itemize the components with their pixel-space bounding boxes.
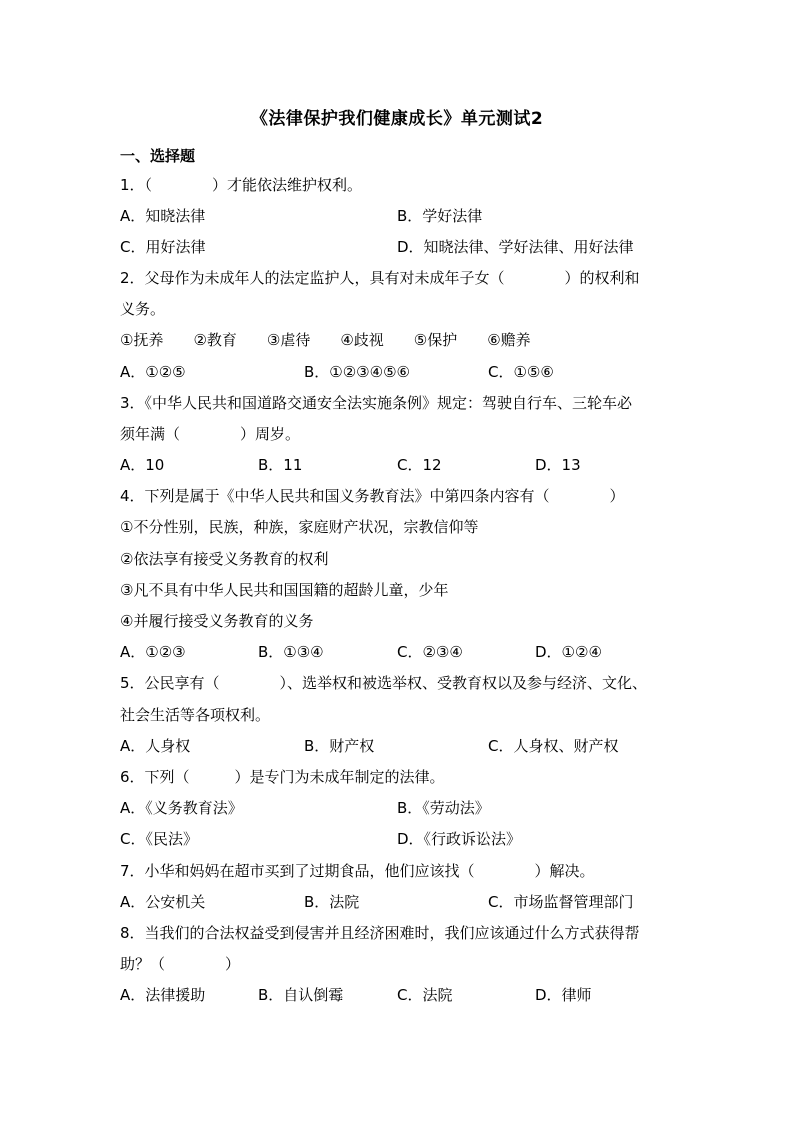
question-2-stem-line1: 2．父母作为未成年人的法定监护人，具有对未成年子女（ ）的权利和 (120, 269, 640, 287)
question-2-items: ①抚养 ②教育 ③虐待 ④歧视 ⑤保护 ⑥赡养 (120, 331, 531, 349)
question-8-stem-line1: 8．当我们的合法权益受到侵害并且经济困难时，我们应该通过什么方式获得帮 (120, 924, 640, 942)
question-1-option-b: B．学好法律 (397, 207, 483, 225)
question-6-stem: 6．下列（ ）是专门为未成年制定的法律。 (120, 768, 445, 786)
question-8-option-a: A．法律援助 (120, 986, 206, 1004)
question-4-option-a: A．①②③ (120, 643, 186, 661)
question-4-stem: 4．下列是属于《中华人民共和国义务教育法》中第四条内容有（ ） (120, 487, 625, 505)
question-5-option-c: C．人身权、财产权 (488, 737, 619, 755)
question-3-stem-line2: 须年满（ ）周岁。 (120, 425, 301, 443)
question-4-option-c: C．②③④ (397, 643, 463, 661)
question-2-option-c: C．①⑤⑥ (488, 363, 554, 381)
question-1-stem: 1．（ ）才能依法维护权利。 (120, 176, 363, 194)
question-4-option-d: D．①②④ (535, 643, 602, 661)
question-8-option-b: B．自认倒霉 (258, 986, 344, 1004)
question-4-item-2: ②依法享有接受义务教育的权利 (120, 550, 329, 568)
question-3-option-a: A．10 (120, 456, 165, 474)
question-5-option-a: A．人身权 (120, 737, 191, 755)
question-8-option-d: D．律师 (535, 986, 592, 1004)
question-4-item-1: ①不分性别，民族，种族，家庭财产状况，宗教信仰等 (120, 518, 479, 536)
question-1-option-d: D．知晓法律、学好法律、用好法律 (397, 238, 634, 256)
question-7-option-a: A．公安机关 (120, 893, 206, 911)
page-title: 《法律保护我们健康成长》单元测试2 (250, 109, 544, 129)
question-5-stem-line2: 社会生活等各项权利。 (120, 706, 271, 724)
question-6-option-b: B．《劳动法》 (397, 799, 490, 817)
question-2-stem-line2: 义务。 (120, 300, 166, 318)
question-1-option-a: A．知晓法律 (120, 207, 206, 225)
question-5-option-b: B．财产权 (304, 737, 375, 755)
section-heading: 一、选择题 (120, 147, 196, 165)
question-3-option-c: C．12 (397, 456, 442, 474)
question-4-option-b: B．①③④ (258, 643, 324, 661)
question-7-option-b: B．法院 (304, 893, 360, 911)
question-2-option-a: A．①②⑤ (120, 363, 186, 381)
question-5-stem-line1: 5．公民享有（ ）、选举权和被选举权、受教育权以及参与经济、文化、 (120, 674, 648, 692)
question-7-option-c: C．市场监督管理部门 (488, 893, 634, 911)
question-2-option-b: B．①②③④⑤⑥ (304, 363, 410, 381)
question-4-item-3: ③凡不具有中华人民共和国国籍的超龄儿童，少年 (120, 581, 449, 599)
question-3-option-d: D．13 (535, 456, 581, 474)
question-8-option-c: C．法院 (397, 986, 453, 1004)
question-1-option-c: C．用好法律 (120, 238, 206, 256)
question-8-stem-line2: 助？（ ） (120, 955, 241, 973)
question-6-option-d: D．《行政诉讼法》 (397, 830, 522, 848)
question-6-option-c: C．《民法》 (120, 830, 198, 848)
question-4-item-4: ④并履行接受义务教育的义务 (120, 612, 314, 630)
question-6-option-a: A．《义务教育法》 (120, 799, 243, 817)
question-3-stem-line1: 3．《中华人民共和国道路交通安全法实施条例》规定：驾驶自行车、三轮车必 (120, 394, 633, 412)
question-3-option-b: B．11 (258, 456, 303, 474)
question-7-stem: 7．小华和妈妈在超市买到了过期食品，他们应该找（ ）解决。 (120, 862, 595, 880)
